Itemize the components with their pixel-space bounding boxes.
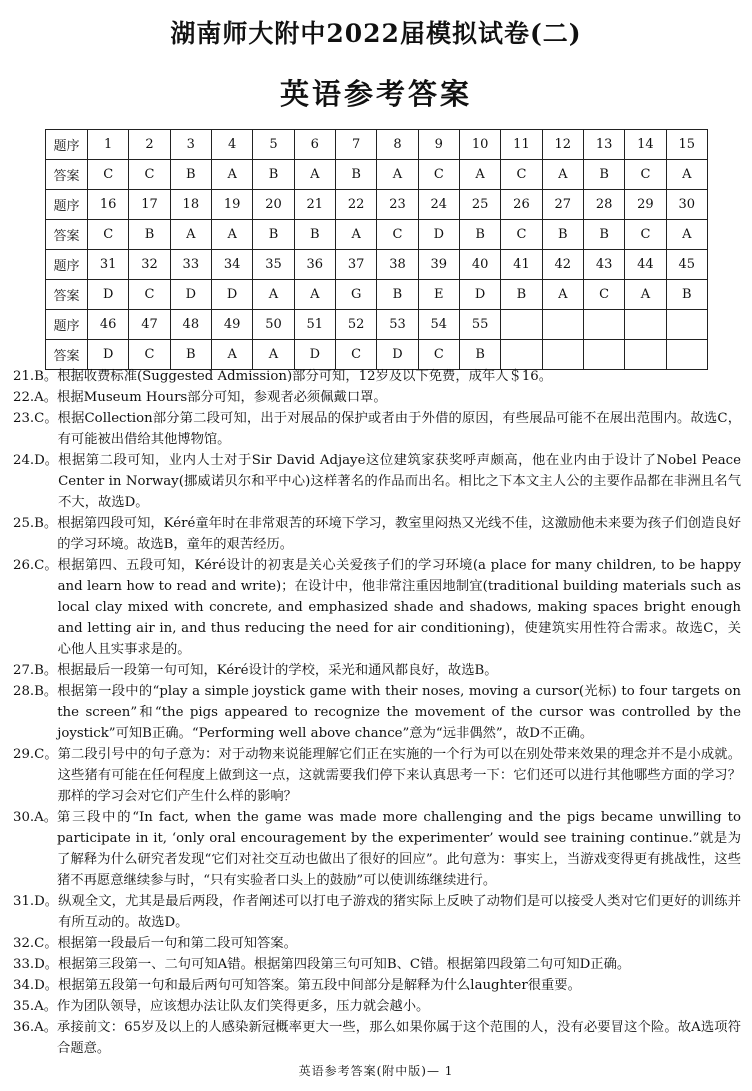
explanation-number: 31.D。 xyxy=(13,894,59,909)
explanation-item xyxy=(13,555,741,660)
answer-row xyxy=(46,220,708,250)
answer-cell: B xyxy=(501,280,542,310)
answer-cell: A xyxy=(294,280,335,310)
answer-cell: D xyxy=(294,340,335,370)
explanation-text: 根据Museum Hours部分可知，参观者必须佩戴口罩。 xyxy=(57,390,387,405)
question-number-cell: 43 xyxy=(583,250,624,280)
row-label: 答案 xyxy=(46,160,88,190)
question-number-cell: 25 xyxy=(459,190,500,220)
answer-cell xyxy=(501,340,542,370)
answer-cell: B xyxy=(129,220,170,250)
question-number-cell: 48 xyxy=(170,310,211,340)
answer-cell: B xyxy=(377,280,418,310)
explanation-item xyxy=(13,681,741,744)
answer-cell: A xyxy=(253,280,294,310)
answer-cell: C xyxy=(88,160,129,190)
explanation-item xyxy=(13,660,741,681)
answer-row xyxy=(46,160,708,190)
answer-cell: D xyxy=(88,280,129,310)
explanation-number: 25.B。 xyxy=(13,516,58,531)
question-number-cell: 50 xyxy=(253,310,294,340)
question-number-cell: 29 xyxy=(625,190,666,220)
question-number-cell: 13 xyxy=(583,130,624,160)
question-number-cell: 49 xyxy=(211,310,252,340)
question-number-cell: 31 xyxy=(88,250,129,280)
question-number-cell: 22 xyxy=(335,190,376,220)
question-number-cell: 41 xyxy=(501,250,542,280)
question-number-row xyxy=(46,130,708,160)
question-number-cell: 42 xyxy=(542,250,583,280)
explanation-number: 33.D。 xyxy=(13,957,59,972)
question-number-cell xyxy=(501,310,542,340)
explanation-item xyxy=(13,1017,741,1059)
page-subtitle: 英语参考答案 xyxy=(279,77,472,111)
explanation-text: 根据第三段第一、二句可知A错。根据第四段第三句可知B、C错。根据第四段第二句可知D正确。 xyxy=(58,957,631,972)
question-number-cell xyxy=(542,310,583,340)
explanation-item xyxy=(13,807,741,891)
question-number-cell: 16 xyxy=(88,190,129,220)
answer-cell: A xyxy=(253,340,294,370)
explanation-text: 第三段中的“In fact, when the game was made more challenging and the pigs became unwilling to participate in it, ‘only oral encouragement by the experimenter’ would see training continue.”就是为了解释为什么研究者发现“它们对社交互动也做出了很好的回应”。此句意为：事实上，当游戏变得更有挑战性，这些猪不再愿意继续参与时，“只有实验者口头上的鼓励”可以使训练继续进行。 xyxy=(57,810,741,888)
answer-cell: C xyxy=(377,220,418,250)
explanation-text: 第二段引号中的句子意为：对于动物来说能理解它们正在实施的一个行为可以在别处带来效果的理念并不是小成就。这些猪有可能在任何程度上做到这一点，这就需要我们停下来认真思考一下：它们还可以进行其他哪些方面的学习？那样的学习会对它们产生什么样的影响？ xyxy=(57,747,741,804)
answer-cell: A xyxy=(211,340,252,370)
row-label: 答案 xyxy=(46,220,88,250)
answer-cell: A xyxy=(294,160,335,190)
answer-cell: B xyxy=(170,340,211,370)
question-number-cell: 33 xyxy=(170,250,211,280)
answer-cell: B xyxy=(583,160,624,190)
answer-cell: B xyxy=(459,340,500,370)
explanation-number: 29.C。 xyxy=(13,747,58,762)
explanation-text: 根据Collection部分第二段可知，出于对展品的保护或者由于外借的原因，有些展品可能不在展出范围内。故选C，有可能被出借给其他博物馆。 xyxy=(57,411,741,447)
answer-cell: C xyxy=(501,220,542,250)
explanations-list xyxy=(13,366,741,1059)
answer-cell: C xyxy=(501,160,542,190)
explanation-item xyxy=(13,513,741,555)
answer-cell: C xyxy=(418,160,459,190)
answer-cell: C xyxy=(418,340,459,370)
question-number-cell: 35 xyxy=(253,250,294,280)
question-number-cell: 17 xyxy=(129,190,170,220)
explanation-text: 承接前文：65岁及以上的人感染新冠概率更大一些，那么如果你属于这个范围的人，没有必要冒这个险。故A选项符合题意。 xyxy=(57,1020,741,1056)
question-number-cell: 30 xyxy=(666,190,707,220)
answer-cell: C xyxy=(625,220,666,250)
explanation-number: 24.D。 xyxy=(13,453,59,468)
answer-cell: C xyxy=(88,220,129,250)
question-number-cell: 6 xyxy=(294,130,335,160)
answer-cell: A xyxy=(542,160,583,190)
answer-cell: C xyxy=(129,340,170,370)
answer-cell: A xyxy=(625,280,666,310)
answer-cell: B xyxy=(583,220,624,250)
answer-cell: A xyxy=(211,160,252,190)
answer-cell: B xyxy=(170,160,211,190)
explanation-text: 根据收费标准(Suggested Admission)部分可知，12岁及以下免费，成年人＄16。 xyxy=(57,369,553,384)
answer-cell: A xyxy=(666,220,707,250)
question-number-cell: 21 xyxy=(294,190,335,220)
question-number-cell: 2 xyxy=(129,130,170,160)
question-number-cell: 3 xyxy=(170,130,211,160)
question-number-cell: 20 xyxy=(253,190,294,220)
question-number-cell: 26 xyxy=(501,190,542,220)
answer-cell: D xyxy=(88,340,129,370)
question-number-cell xyxy=(666,310,707,340)
explanation-item xyxy=(13,387,741,408)
question-number-cell: 55 xyxy=(459,310,500,340)
question-number-cell: 51 xyxy=(294,310,335,340)
row-label: 答案 xyxy=(46,280,88,310)
row-label: 题序 xyxy=(46,130,88,160)
explanation-item xyxy=(13,954,741,975)
question-number-cell: 11 xyxy=(501,130,542,160)
explanation-number: 28.B。 xyxy=(13,684,58,699)
question-number-cell: 15 xyxy=(666,130,707,160)
question-number-row xyxy=(46,250,708,280)
explanation-text: 根据第一段最后一句和第二段可知答案。 xyxy=(57,936,297,951)
explanation-number: 26.C。 xyxy=(13,558,58,573)
explanation-item xyxy=(13,408,741,450)
question-number-cell: 5 xyxy=(253,130,294,160)
question-number-cell: 45 xyxy=(666,250,707,280)
explanation-text: 作为团队领导，应该想办法让队友们笑得更多，压力就会越小。 xyxy=(57,999,430,1014)
answer-cell: A xyxy=(335,220,376,250)
answer-cell: C xyxy=(625,160,666,190)
question-number-cell: 54 xyxy=(418,310,459,340)
question-number-cell: 24 xyxy=(418,190,459,220)
answer-cell: D xyxy=(418,220,459,250)
explanation-item xyxy=(13,366,741,387)
explanation-number: 21.B。 xyxy=(13,369,58,384)
question-number-cell: 18 xyxy=(170,190,211,220)
question-number-cell: 8 xyxy=(377,130,418,160)
question-number-cell: 32 xyxy=(129,250,170,280)
page-footer: 英语参考答案(附中版)— 1 xyxy=(298,1064,454,1078)
explanation-number: 22.A。 xyxy=(13,390,58,405)
explanation-text: 纵观全文，尤其是最后两段，作者阐述可以打电子游戏的猪实际上反映了动物们是可以接受人类对它们更好的训练并有所互动的。故选D。 xyxy=(58,894,741,930)
question-number-cell: 27 xyxy=(542,190,583,220)
answer-cell: B xyxy=(542,220,583,250)
explanation-text: 根据第四、五段可知，Kéré设计的初衷是关心关爱孩子们的学习环境(a place for many children, to be happy and learn how to read and write)；在设计中，他非常注重因地制宜(traditional building materials such as local clay mixed with concrete, and emphasized shade and shadows, making spaces bright enough and letting air in, and thus reducing the need for air conditioning)，使建筑实用性符合需求。故选C，关心他人且实事求是的。 xyxy=(57,558,741,657)
question-number-cell: 23 xyxy=(377,190,418,220)
explanation-text: 根据第四段可知，Kéré童年时在非常艰苦的环境下学习，教室里闷热又光线不佳，这激励他未来要为孩子们创造良好的学习环境。故选B，童年的艰苦经历。 xyxy=(57,516,741,552)
question-number-cell: 36 xyxy=(294,250,335,280)
question-number-cell: 37 xyxy=(335,250,376,280)
explanation-text: 根据第二段可知，业内人士对于Sir David Adjaye这位建筑家获奖呼声颇高，他在业内由于设计了Nobel Peace Center in Norway(挪威诺贝尔和平中心)这样著名的作品而出名。相比之下本文主人公的主要作品都在非洲且名气不大，故选D。 xyxy=(58,453,741,510)
answer-cell: D xyxy=(377,340,418,370)
explanation-item xyxy=(13,891,741,933)
question-number-row xyxy=(46,190,708,220)
answer-cell: A xyxy=(170,220,211,250)
question-number-cell: 44 xyxy=(625,250,666,280)
answer-cell: C xyxy=(335,340,376,370)
question-number-cell: 14 xyxy=(625,130,666,160)
explanation-text: 根据第一段中的“play a simple joystick game with their noses, moving a cursor(光标) to four targets on the screen”和“the pigs appeared to recognize the movement of the cursor was controlled by the joystick”可知B正确。“Performing well above chance”意为“远非偶然”，故D不正确。 xyxy=(57,684,741,741)
row-label: 题序 xyxy=(46,250,88,280)
answer-cell: C xyxy=(583,280,624,310)
answer-cell: B xyxy=(666,280,707,310)
question-number-cell: 10 xyxy=(459,130,500,160)
row-label: 答案 xyxy=(46,340,88,370)
question-number-cell: 34 xyxy=(211,250,252,280)
question-number-cell: 1 xyxy=(88,130,129,160)
answer-cell: A xyxy=(542,280,583,310)
explanation-number: 34.D。 xyxy=(13,978,59,993)
question-number-cell: 38 xyxy=(377,250,418,280)
page-title: 湖南师大附中2022届模拟试卷(二) xyxy=(170,19,582,48)
explanation-text: 根据最后一段第一句可知，Kéré设计的学校，采光和通风都良好，故选B。 xyxy=(57,663,498,678)
explanation-number: 23.C。 xyxy=(13,411,58,426)
explanation-text: 根据第五段第一句和最后两句可知答案。第五段中间部分是解释为什么laughter很重要。 xyxy=(58,978,581,993)
question-number-cell: 39 xyxy=(418,250,459,280)
answer-cell: A xyxy=(377,160,418,190)
answer-cell xyxy=(583,340,624,370)
explanation-number: 32.C。 xyxy=(13,936,58,951)
answer-cell: B xyxy=(459,220,500,250)
answer-cell: C xyxy=(129,160,170,190)
question-number-cell: 9 xyxy=(418,130,459,160)
explanation-item xyxy=(13,933,741,954)
question-number-cell: 12 xyxy=(542,130,583,160)
answer-cell xyxy=(625,340,666,370)
answer-cell: A xyxy=(459,160,500,190)
explanation-number: 27.B。 xyxy=(13,663,58,678)
question-number-cell: 4 xyxy=(211,130,252,160)
answer-table xyxy=(45,129,708,370)
answer-cell xyxy=(666,340,707,370)
answer-cell xyxy=(542,340,583,370)
answer-cell: D xyxy=(170,280,211,310)
answer-cell: B xyxy=(335,160,376,190)
explanation-number: 30.A。 xyxy=(13,810,58,825)
question-number-cell xyxy=(583,310,624,340)
answer-row xyxy=(46,340,708,370)
answer-cell: D xyxy=(211,280,252,310)
answer-cell: B xyxy=(253,160,294,190)
answer-cell: E xyxy=(418,280,459,310)
question-number-cell: 40 xyxy=(459,250,500,280)
question-number-cell: 19 xyxy=(211,190,252,220)
question-number-row xyxy=(46,310,708,340)
row-label: 题序 xyxy=(46,310,88,340)
explanation-item xyxy=(13,996,741,1017)
answer-cell: C xyxy=(129,280,170,310)
question-number-cell: 47 xyxy=(129,310,170,340)
row-label: 题序 xyxy=(46,190,88,220)
answer-row xyxy=(46,280,708,310)
explanation-number: 35.A。 xyxy=(13,999,58,1014)
question-number-cell: 46 xyxy=(88,310,129,340)
answer-cell: B xyxy=(294,220,335,250)
explanation-item xyxy=(13,450,741,513)
answer-cell: A xyxy=(666,160,707,190)
answer-cell: A xyxy=(211,220,252,250)
question-number-cell: 7 xyxy=(335,130,376,160)
question-number-cell: 28 xyxy=(583,190,624,220)
question-number-cell: 52 xyxy=(335,310,376,340)
question-number-cell: 53 xyxy=(377,310,418,340)
answer-cell: B xyxy=(253,220,294,250)
question-number-cell xyxy=(625,310,666,340)
answer-cell: D xyxy=(459,280,500,310)
explanation-item xyxy=(13,744,741,807)
explanation-item xyxy=(13,975,741,996)
explanation-number: 36.A。 xyxy=(13,1020,58,1035)
answer-cell: G xyxy=(335,280,376,310)
